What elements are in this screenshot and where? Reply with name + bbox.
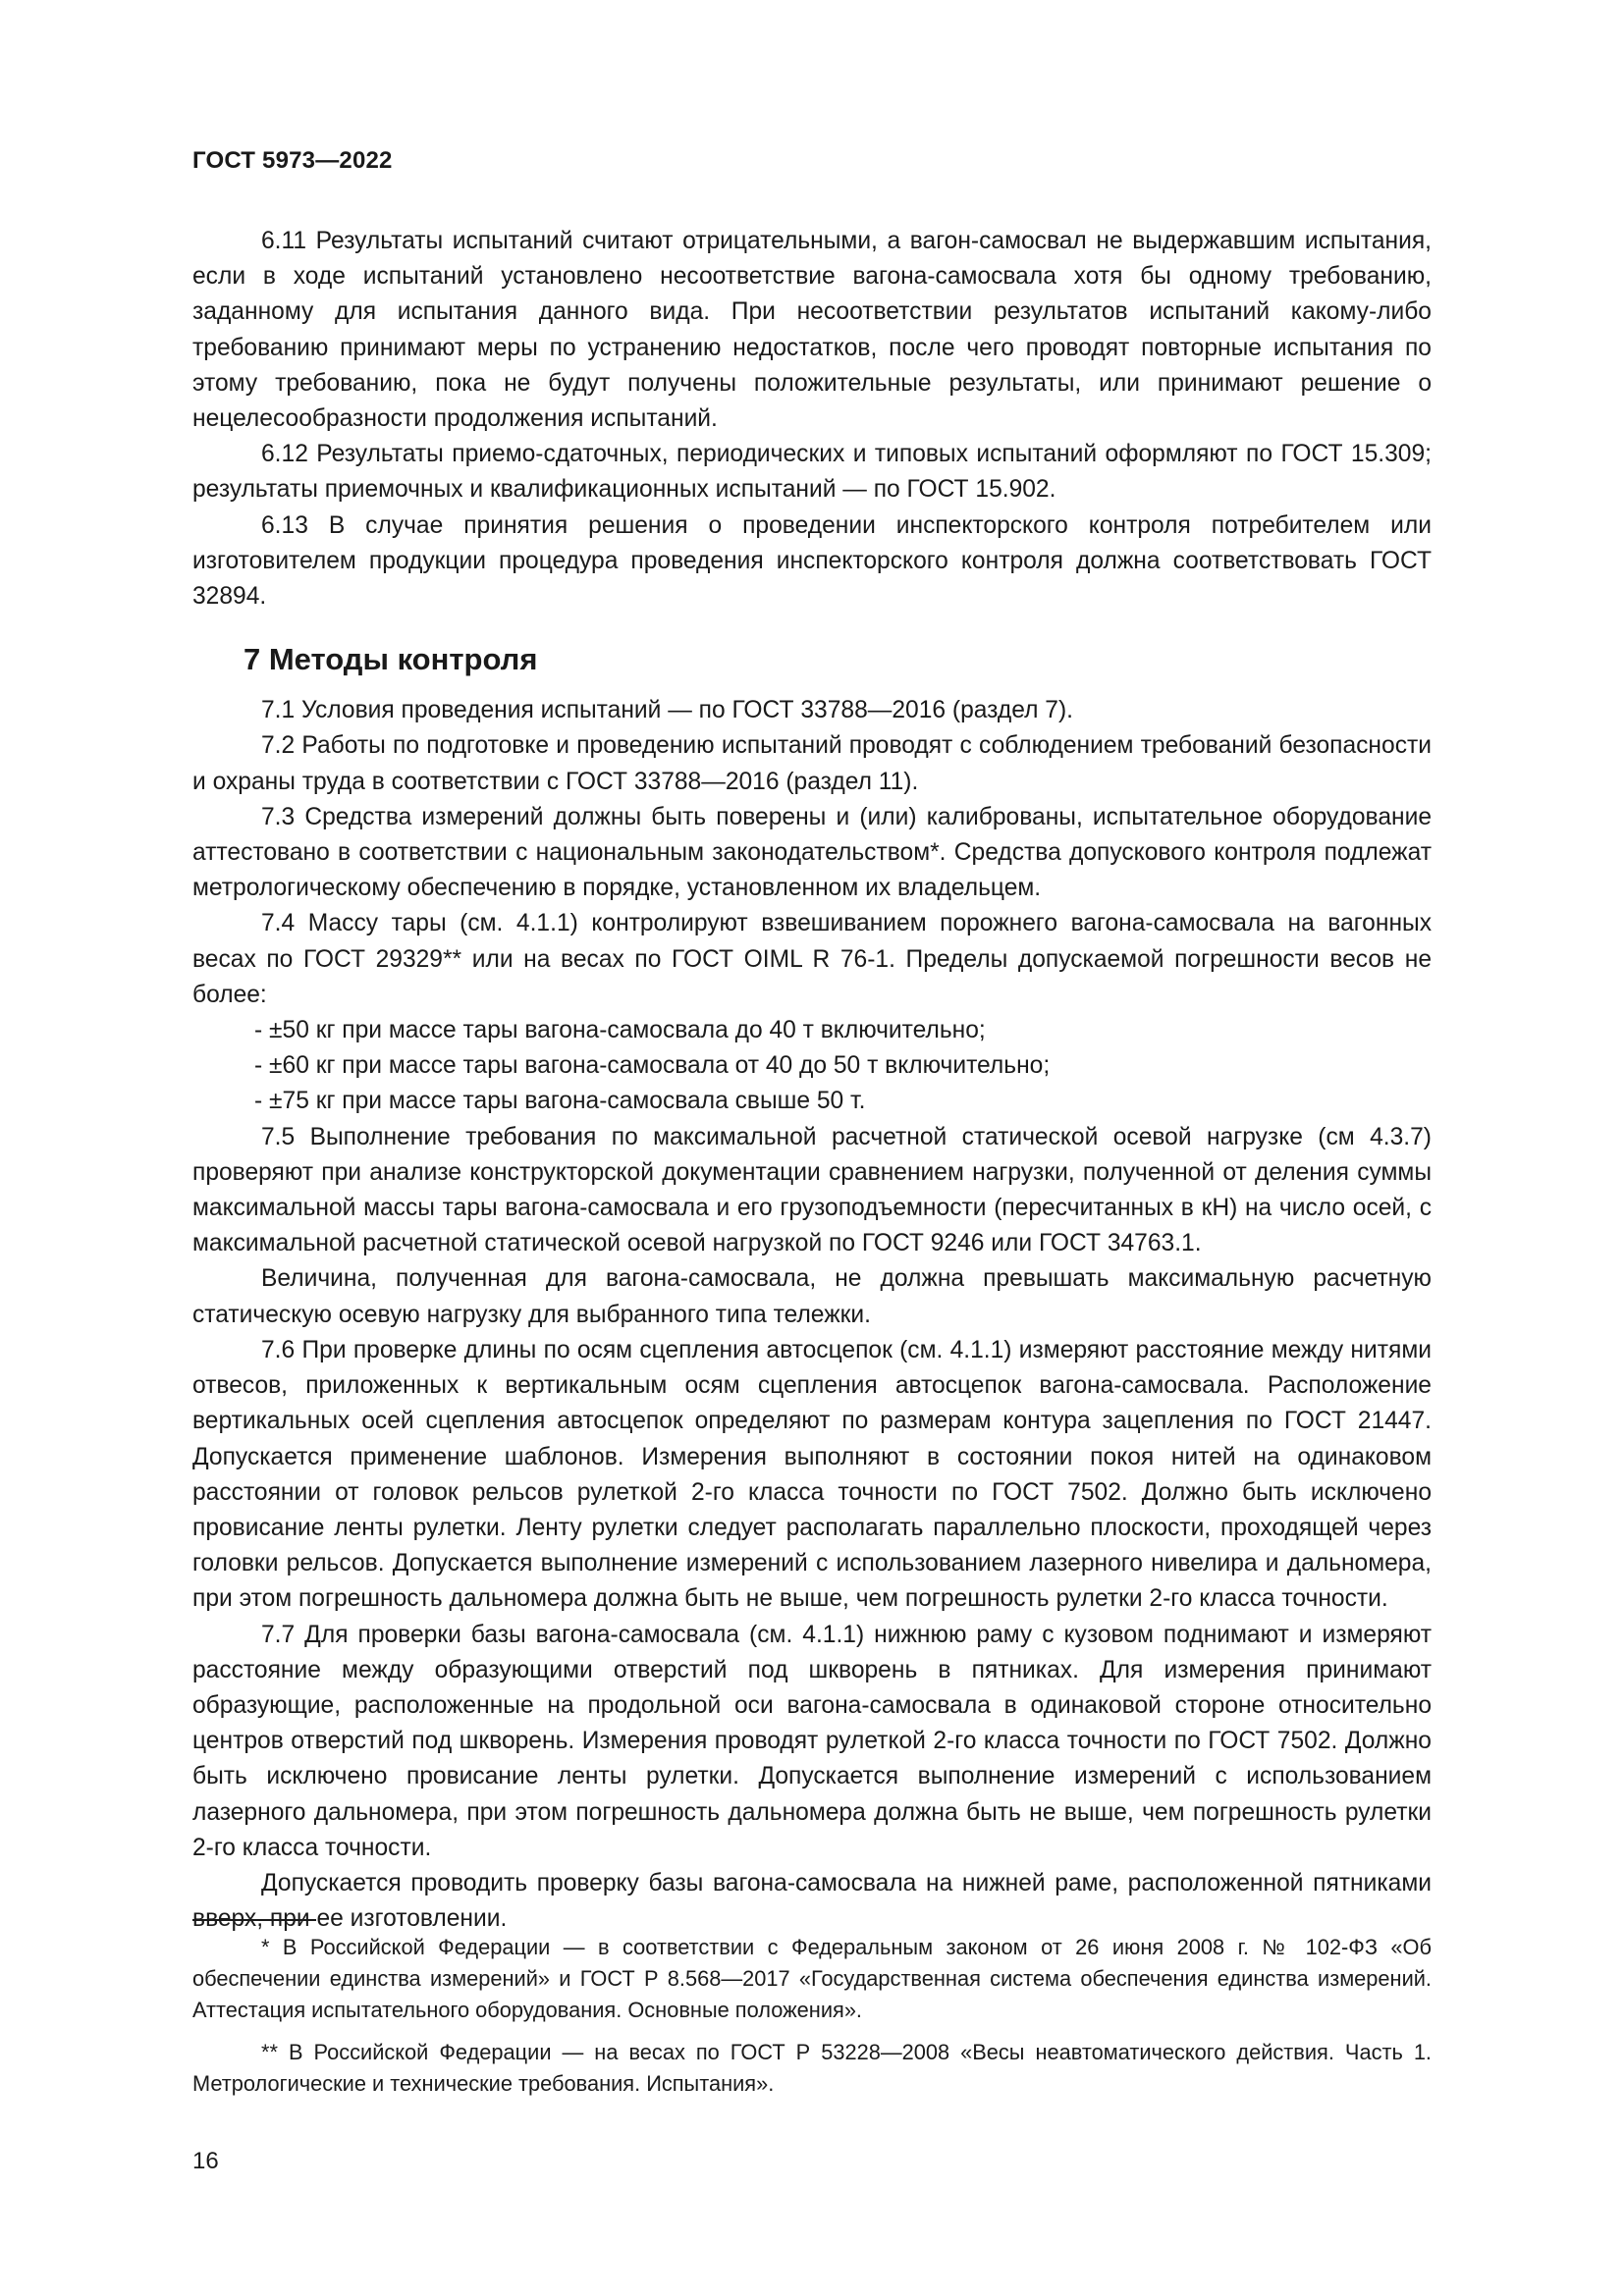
page-number: 16 [192, 2148, 219, 2174]
paragraph-7-7-continued: Допускается проводить проверку базы вагона-самосвала на нижней раме, расположенной пятниками вверх, при ее изготовлении. [192, 1869, 1432, 1933]
footnote-divider [192, 1919, 316, 1921]
paragraph-6-11: 6.11 Результаты испытаний считают отрицательными, а вагон-самосвал не выдержавшим испытания, если в ходе испытаний установлено несоответствие вагона-самосвала хотя бы одному требованию, заданному для испытания данного вида. При несоответствии результатов испытаний какому-либо требованию принимают меры по устранению недостатков, после чего проводят повторные испытания по этому требованию, пока не будут получены положительные результаты, или принимают решение о нецелесообразности продолжения испытаний. [192, 228, 1432, 433]
list-item: - ±75 кг при массе тары вагона-самосвала свыше 50 т. [254, 1088, 866, 1115]
paragraph-7-5: 7.5 Выполнение требования по максимальной расчетной статической осевой нагрузке (см 4.3.7) проверяют при анализе конструкторской документации сравнением нагрузки, полученной от деления суммы максимальной массы тары вагона-самосвала и его грузоподъемности (пересчитанных в кН) на число осей, с максимальной расчетной статической осевой нагрузкой по ГОСТ 9246 или ГОСТ 34763.1. [192, 1123, 1432, 1257]
paragraph-6-13: 6.13 В случае принятия решения о проведении инспекторского контроля потребителем или изготовителем продукции процедура проведения инспекторского контроля должна соответствовать ГОСТ 32894. [192, 511, 1432, 611]
footnote-2: ** В Российской Федерации — на весах по ГОСТ Р 53228—2008 «Весы неавтоматического действия. Часть 1. Метрологические и технические требования. Испытания». [192, 2040, 1432, 2096]
paragraph-7-6: 7.6 При проверке длины по осям сцепления автосцепок (см. 4.1.1) измеряют расстояние между нитями отвесов, приложенных к вертикальным осям сцепления автосцепок вагона-самосвала. Расположение вертикальных осей сцепления автосцепок определяют по размерам контура зацепления по ГОСТ 21447. Допускается применение шаблонов. Измерения выполняют в состоянии покоя нитей на одинаковом расстоянии от головок рельсов рулеткой 2-го класса точности по ГОСТ 7502. Должно быть исключено провисание ленты рулетки. Ленту рулетки следует располагать параллельно плоскости, проходящей через головки рельсов. Допускается выполнение измерений с использованием лазерного нивелира и дальномера, при этом погрешность дальномера должна быть не выше, чем погрешность рулетки 2-го класса точности. [192, 1336, 1432, 1613]
document-header: ГОСТ 5973—2022 [192, 147, 393, 174]
list-item: - ±50 кг при массе тары вагона-самосвала до 40 т включительно; [254, 1017, 986, 1044]
section-7-heading: 7 Методы контроля [244, 642, 538, 677]
footnote-1: * В Российской Федерации — в соответствии с Федеральным законом от 26 июня 2008 г. № 102-ФЗ «Об обеспечении единства измерений» и ГОСТ Р 8.568—2017 «Государственная система обеспечения единства измерений. Аттестация испытательного оборудования. Основные положения». [192, 1935, 1432, 2022]
list-item: - ±60 кг при массе тары вагона-самосвала от 40 до 50 т включительно; [254, 1052, 1051, 1080]
footnotes [192, 1932, 1432, 2110]
paragraph-7-1: 7.1 Условия проведения испытаний — по ГОСТ 33788—2016 (раздел 7). [261, 697, 1073, 724]
document-body [192, 224, 1432, 1937]
paragraph-7-2: 7.2 Работы по подготовке и проведению испытаний проводят с соблюдением требований безопасности и охраны труда в соответствии с ГОСТ 33788—2016 (раздел 11). [192, 732, 1432, 795]
paragraph-7-4: 7.4 Массу тары (см. 4.1.1) контролируют взвешиванием порожнего вагона-самосвала на вагонных весах по ГОСТ 29329** или на весах по ГОСТ OIML R 76-1. Пределы допускаемой погрешности весов не более: [192, 910, 1432, 1008]
paragraph-7-5-continued: Величина, полученная для вагона-самосвала, не должна превышать максимальную расчетную статическую осевую нагрузку для выбранного типа тележки. [192, 1265, 1432, 1328]
paragraph-7-3: 7.3 Средства измерений должны быть поверены и (или) калиброваны, испытательное оборудование аттестовано в соответствии с национальным законодательством*. Средства допускового контроля подлежат метрологическому обеспечению в порядке, установленном их владельцем. [192, 803, 1432, 902]
paragraph-7-7: 7.7 Для проверки базы вагона-самосвала (см. 4.1.1) нижнюю раму с кузовом поднимают и измеряют расстояние между образующими отверстий под шкворень в пятниках. Для измерения принимают образующие, расположенные на продольной оси вагона-самосвала в одинаковой стороне относительно центров отверстий под шкворень. Измерения проводят рулеткой 2-го класса точности по ГОСТ 7502. Должно быть исключено провисание ленты рулетки. Допускается выполнение измерений с использованием лазерного дальномера, при этом погрешность дальномера должна быть не выше, чем погрешность рулетки 2-го класса точности. [192, 1621, 1432, 1861]
paragraph-6-12: 6.12 Результаты приемо-сдаточных, периодических и типовых испытаний оформляют по ГОСТ 15.309; результаты приемочных и квалификационных испытаний — по ГОСТ 15.902. [192, 441, 1432, 504]
